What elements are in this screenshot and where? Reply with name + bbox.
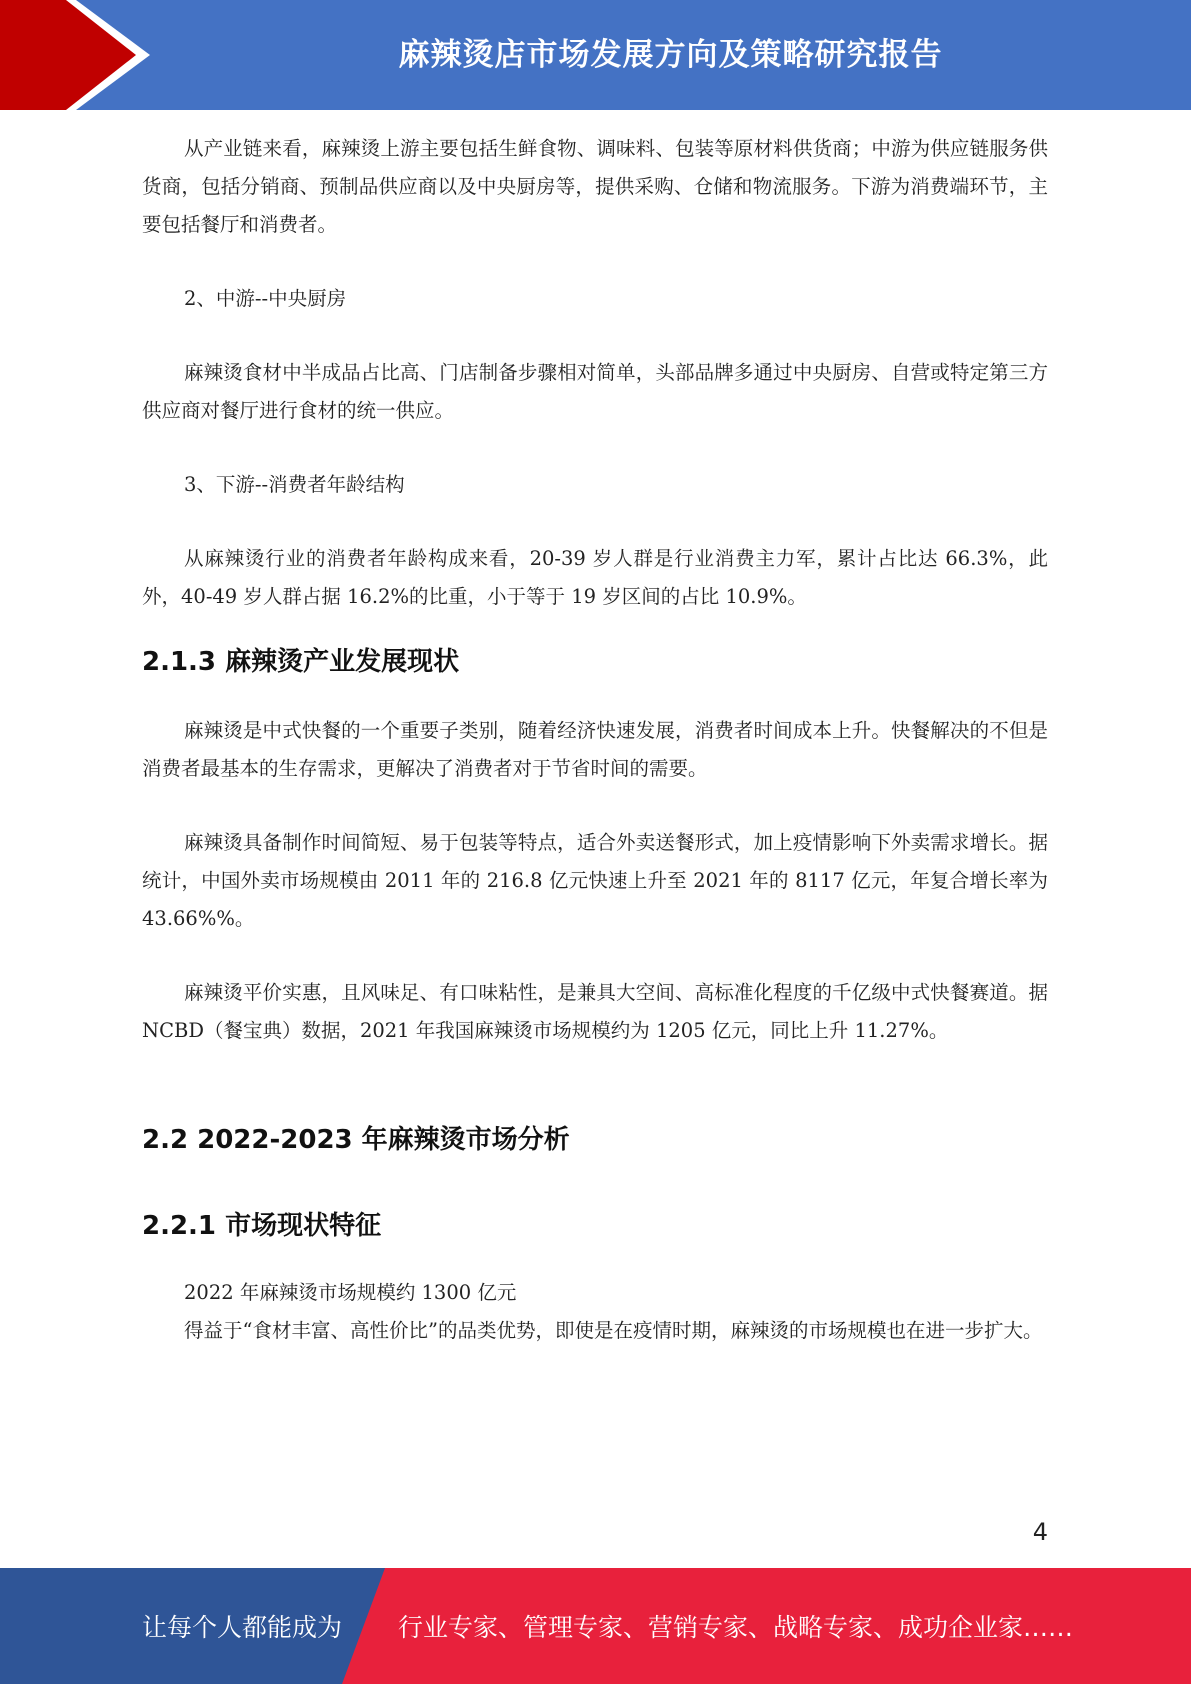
paragraph-market-size-2021: 麻辣烫平价实惠，且风味足、有口味粘性，是兼具大空间、高标准化程度的千亿级中式快餐赛道。据 NCBD（餐宝典）数据，2021 年我国麻辣烫市场规模约为 1205 亿元，同比上升 11.27%。: [142, 981, 1048, 1042]
paragraph-market-size-2022: 2022 年麻辣烫市场规模约 1300 亿元: [184, 1281, 517, 1304]
subheading-midstream: 2、中游--中央厨房: [184, 287, 347, 310]
paragraph-central-kitchen: 麻辣烫食材中半成品占比高、门店制备步骤相对简单，头部品牌多通过中央厨房、自营或特定第三方供应商对餐厅进行食材的统一供应。: [142, 361, 1048, 422]
subheading-downstream: 3、下游--消费者年龄结构: [184, 473, 405, 496]
paragraph-category-advantage: 得益于“食材丰富、高性价比”的品类优势，即使是在疫情时期，麻辣烫的市场规模也在进一步扩大。: [184, 1319, 1043, 1342]
paragraph-consumer-age: 从麻辣烫行业的消费者年龄构成来看，20-39 岁人群是行业消费主力军，累计占比达 66.3%，此外，40-49 岁人群占据 16.2%的比重，小于等于 19 岁区间的占比 10.9%。: [142, 547, 1048, 608]
page-footer: [0, 1568, 1191, 1684]
document-title: 麻辣烫店市场发展方向及策略研究报告: [398, 36, 943, 73]
section-heading-2-1-3: 2.1.3 麻辣烫产业发展现状: [142, 647, 460, 677]
page-number: 4: [1032, 1518, 1048, 1546]
footer-slogan-right: 行业专家、管理专家、营销专家、战略专家、成功企业家……: [398, 1613, 1074, 1642]
page-header: [0, 0, 1191, 110]
paragraph-fast-food-category: 麻辣烫是中式快餐的一个重要子类别，随着经济快速发展，消费者时间成本上升。快餐解决的不但是消费者最基本的生存需求，更解决了消费者对于节省时间的需要。: [142, 719, 1048, 780]
paragraph-industry-chain: 从产业链来看，麻辣烫上游主要包括生鲜食物、调味料、包装等原材料供货商；中游为供应链服务供货商，包括分销商、预制品供应商以及中央厨房等，提供采购、仓储和物流服务。下游为消费端环节，主要包括餐厅和消费者。: [142, 137, 1048, 236]
footer-slogan-left: 让每个人都能成为: [142, 1613, 343, 1642]
paragraph-delivery-market: 麻辣烫具备制作时间简短、易于包装等特点，适合外卖送餐形式，加上疫情影响下外卖需求增长。据统计，中国外卖市场规模由 2011 年的 216.8 亿元快速上升至 2021 年的 8117 亿元，年复合增长率为 43.66%%。: [142, 831, 1048, 930]
section-heading-2-2-1: 2.2.1 市场现状特征: [142, 1211, 382, 1241]
report-body: [142, 130, 1048, 1350]
section-heading-2-2: 2.2 2022-2023 年麻辣烫市场分析: [142, 1125, 570, 1155]
